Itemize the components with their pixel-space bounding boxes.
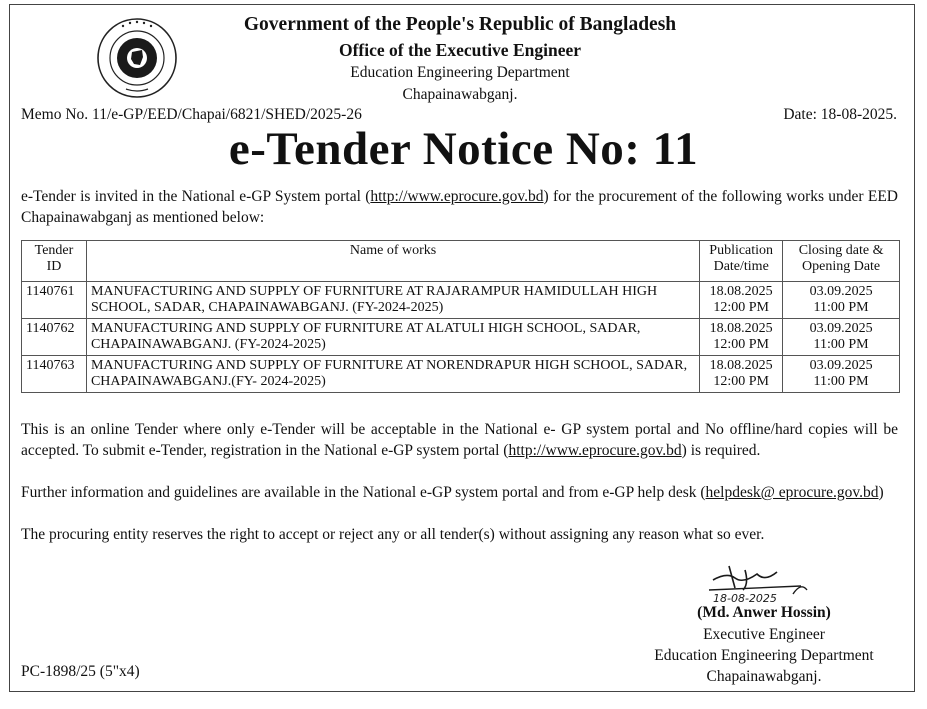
intro-paragraph: e-Tender is invited in the National e-GP System portal (http://www.eprocure.gov.bd) for the procurement of the following works under EED Chapainawabganj as mentioned below: (21, 188, 898, 226)
signatory-designation: Executive Engineer (703, 626, 825, 643)
cell-closing: 03.09.2025 11:00 PM (783, 319, 900, 356)
header-publication: Publication Date/time (700, 241, 783, 282)
helpdesk-email-link[interactable]: helpdesk@ eprocure.gov.bd (705, 484, 879, 501)
table-header-row (22, 241, 900, 282)
signatory-department: Education Engineering Department (654, 647, 874, 664)
cell-publication: 18.08.2025 12:00 PM (700, 319, 783, 356)
table-row (22, 319, 900, 356)
cell-work-name: MANUFACTURING AND SUPPLY OF FURNITURE AT ALATULI HIGH SCHOOL, SADAR, CHAPAINAWABGANJ. (FY-2024-2025) (86, 319, 699, 356)
header-department: Education Engineering Department (350, 64, 570, 81)
eprocure-link[interactable]: http://www.eprocure.gov.bd (370, 188, 544, 205)
eprocure-link[interactable]: http://www.eprocure.gov.bd (508, 442, 682, 459)
page-title: e-Tender Notice No: 11 (228, 123, 699, 175)
header-name-of-works: Name of works (86, 241, 699, 282)
cell-publication: 18.08.2025 12:00 PM (700, 282, 783, 319)
header-tender-id: Tender ID (22, 241, 87, 282)
cell-work-name: MANUFACTURING AND SUPPLY OF FURNITURE AT RAJARAMPUR HAMIDULLAH HIGH SCHOOL, SADAR, CHAPAINAWABGANJ. (FY-2024-2025) (86, 282, 699, 319)
cell-tender-id: 1140761 (22, 282, 87, 319)
header-office: Office of the Executive Engineer (338, 40, 582, 60)
table-row (22, 282, 900, 319)
header-closing: Closing date & Opening Date (783, 241, 900, 282)
notice-date: Date: 18-08-2025. (783, 106, 897, 123)
cell-publication: 18.08.2025 12:00 PM (700, 356, 783, 393)
cell-work-name: MANUFACTURING AND SUPPLY OF FURNITURE AT NORENDRAPUR HIGH SCHOOL, SADAR, CHAPAINAWABGANJ.(FY- 2024-2025) (86, 356, 699, 393)
cell-tender-id: 1140762 (22, 319, 87, 356)
info-paragraph: Further information and guidelines are available in the National e-GP system portal and from e-GP help desk (helpdesk@ eprocure.gov.bd) (21, 484, 884, 501)
svg-text:18-08-2025: 18-08-2025 (713, 592, 777, 605)
signatory-location: Chapainawabganj. (706, 668, 822, 685)
cell-tender-id: 1140763 (22, 356, 87, 393)
signatory-name: (Md. Anwer Hossin) (697, 604, 831, 621)
header-government: Government of the People's Republic of Bangladesh (243, 14, 677, 35)
table-row (22, 356, 900, 393)
cell-closing: 03.09.2025 11:00 PM (783, 356, 900, 393)
pc-number: PC-1898/25 (5"x4) (21, 663, 140, 680)
online-tender-paragraph: This is an online Tender where only e-Tender will be acceptable in the National e- GP system portal and No offline/hard copies will be accepted. To submit e-Tender, registration in the National e-GP system portal (http://www.eprocure.gov.bd) is required. (21, 421, 898, 459)
signature-icon (705, 560, 815, 608)
reserve-paragraph: The procuring entity reserves the right to accept or reject any or all tender(s) without assigning any reason what so ever. (21, 526, 765, 543)
memo-number: Memo No. 11/e-GP/EED/Chapai/6821/SHED/2025-26 (21, 106, 362, 123)
header-location: Chapainawabganj. (402, 86, 518, 103)
tender-table (21, 240, 900, 393)
cell-closing: 03.09.2025 11:00 PM (783, 282, 900, 319)
